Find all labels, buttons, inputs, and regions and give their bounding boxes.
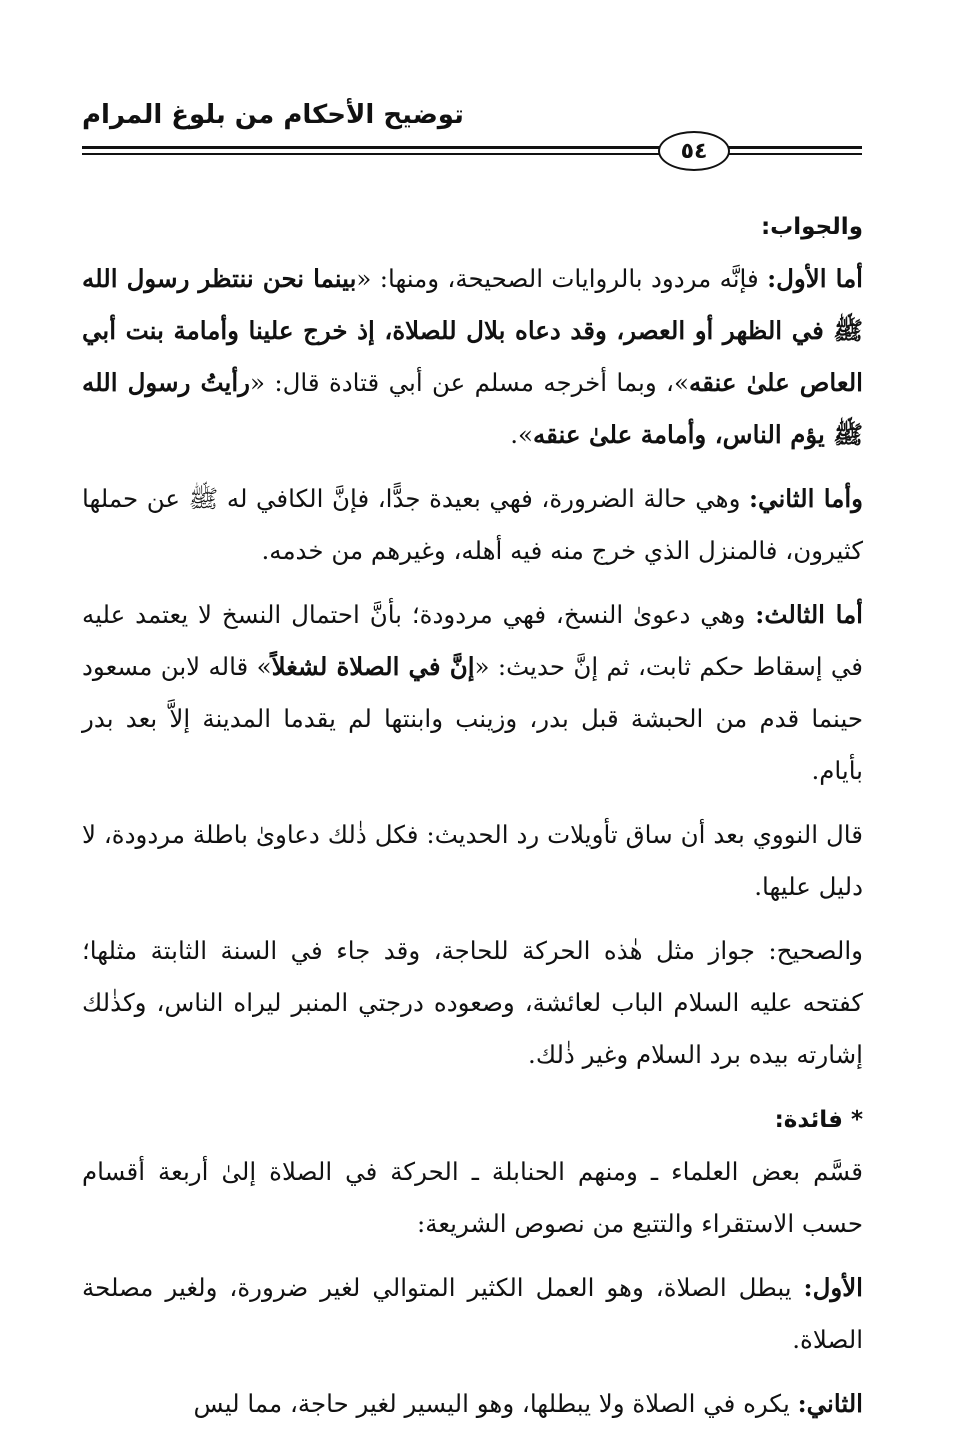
header-rule-thin [82, 153, 862, 155]
paragraph-text: وهي دعوىٰ النسخ، فهي مردودة؛ بأنَّ احتمال النسخ لا يعتمد عليه في إسقاط حكم ثابت، ثم إنَّ حديث: « [82, 600, 863, 681]
paragraph-lead: وأما الثاني: [749, 484, 863, 513]
paragraph-text: ». [510, 420, 533, 449]
paragraph-benefit-intro: قسَّم بعض العلماء ـ ومنهم الحنابلة ـ الحركة في الصلاة إلىٰ أربعة أقسام حسب الاستقراء والتتبع من نصوص الشريعة: [82, 1157, 863, 1238]
paragraph-first-response [82, 253, 863, 461]
benefit-heading-text: * فائدة: [774, 1107, 863, 1133]
page-body [82, 200, 863, 1442]
paragraph-benefit-first [82, 1262, 863, 1366]
hadith-quote: إنَّ في الصلاة لشغلاً [271, 652, 475, 681]
paragraph-text: » قاله لابن مسعود حينما قدم من الحبشة قبل بدر، وزينب وابنتها لم يقدما المدينة إلاَّ بعد بدر بأيام. [82, 652, 863, 785]
paragraph-benefit-second [82, 1378, 863, 1430]
hadith-quote: بينما نحن ننتظر رسول الله ﷺ في الظهر أو العصر، وقد دعاه بلال للصلاة، إذ خرج علينا وأمامة بنت أبي العاص علىٰ عنقه [82, 264, 863, 397]
paragraph-third-response [82, 589, 863, 797]
paragraph-text: فإنَّه مردود بالروايات الصحيحة، ومنها: « [356, 264, 768, 293]
paragraph-nawawi: قال النووي بعد أن ساق تأويلات رد الحديث: فكل ذٰلك دعاوىٰ باطلة مردودة، لا دليل عليها. [82, 820, 863, 901]
paragraph-correct-view: والصحيح: جواز مثل هٰذه الحركة للحاجة، وقد جاء في السنة الثابتة مثلها؛ كفتحه عليه السلام الباب لعائشة، وصعوده درجتي المنبر ليراه الناس، وكذٰلك إشارته بيده برد السلام وغير ذٰلك. [82, 936, 863, 1069]
paragraph-text: »، وبما أخرجه مسلم عن أبي قتادة قال: « [250, 368, 689, 397]
paragraph-lead: أما الأول: [767, 264, 863, 293]
paragraph-lead: الثاني: [797, 1389, 863, 1418]
paragraph-lead: الأول: [803, 1273, 863, 1302]
paragraph-second-response [82, 473, 863, 577]
benefit-heading [82, 1093, 863, 1146]
paragraph-text: يكره في الصلاة ولا يبطلها، وهو اليسير لغير حاجة، مما ليس [193, 1389, 798, 1418]
running-header-title: توضيح الأحكام من بلوغ المرام [82, 100, 464, 130]
paragraph-text: وهي حالة الضرورة، فهي بعيدة جدًّا، فإنَّ الكافي له ﷺ عن حملها كثيرون، فالمنزل الذي خرج منه فيه أهله، وغيرهم من خدمه. [82, 484, 863, 565]
paragraph-text: يبطل الصلاة، وهو العمل الكثير المتوالي لغير ضرورة، ولغير مصلحة الصلاة. [82, 1273, 863, 1354]
header-rule-thick [82, 146, 862, 149]
paragraph-lead: أما الثالث: [755, 600, 863, 629]
page-number: ٥٤ [658, 131, 730, 171]
hadith-quote: رأيتُ رسول الله ﷺ يؤم الناس، وأمامة علىٰ عنقه [82, 368, 863, 449]
answer-heading-text: والجواب: [760, 214, 863, 240]
answer-heading [82, 200, 863, 253]
